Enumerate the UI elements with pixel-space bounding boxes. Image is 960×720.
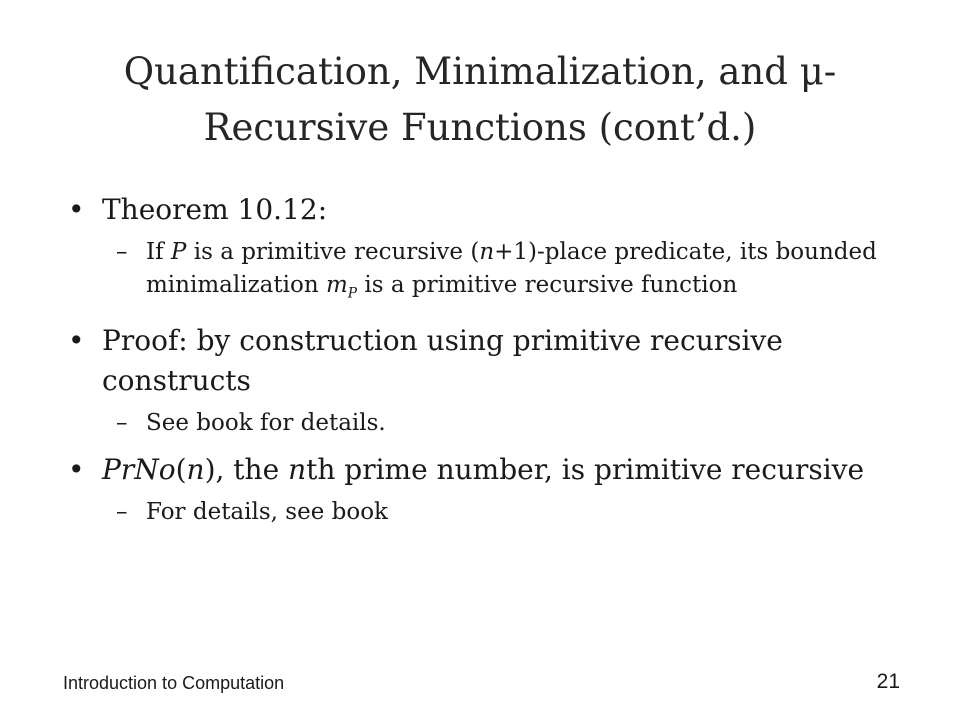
bullet-icon: •: [68, 452, 85, 486]
sub-bullet-details: [60, 496, 920, 529]
sub-bullet-text: For details, see book: [146, 498, 388, 525]
sub-bullet-theorem-statement: [60, 236, 920, 311]
text-run: If: [146, 239, 171, 265]
bullet-proof: [60, 321, 920, 401]
dash-icon: –: [116, 498, 128, 525]
footer-course-title: Introduction to Computation: [63, 673, 285, 693]
sub-bullet-see-book: [60, 407, 920, 440]
text-run: +1)-place predicate, its bounded minimalization: [146, 239, 877, 298]
slide-title: [60, 44, 900, 156]
math-var-n: n: [479, 239, 495, 265]
text-run: is a primitive recursive function: [357, 272, 738, 298]
title-line-2: Recursive Functions (cont’d.): [203, 106, 757, 149]
bullet-icon: •: [68, 323, 85, 357]
math-var-p: P: [170, 239, 187, 265]
page-number: 21: [876, 670, 900, 693]
math-var-n: n: [186, 452, 205, 486]
bullet-icon: •: [68, 193, 85, 226]
dash-icon: –: [116, 409, 128, 436]
text-run: ), the: [204, 452, 289, 486]
sub-bullet-text: See book for details.: [146, 409, 386, 436]
dash-icon: –: [116, 239, 128, 265]
math-var-n: n: [288, 452, 307, 486]
text-run: (: [175, 452, 187, 486]
slide-content: [60, 180, 920, 529]
title-line-1: Quantification, Minimalization, and μ-: [123, 50, 837, 93]
text-run: is a primitive recursive (: [186, 239, 480, 265]
bullet-prno: [60, 450, 920, 490]
math-var-m: m: [325, 272, 348, 298]
bullet-text: Proof: by construction using primitive recursive constructs: [102, 323, 783, 397]
math-prno: PrNo: [102, 452, 176, 486]
text-run: th prime number, is primitive recursive: [306, 452, 865, 486]
bullet-theorem: [60, 190, 920, 230]
math-subscript-p: P: [347, 285, 358, 302]
bullet-text: Theorem 10.12:: [102, 193, 328, 226]
